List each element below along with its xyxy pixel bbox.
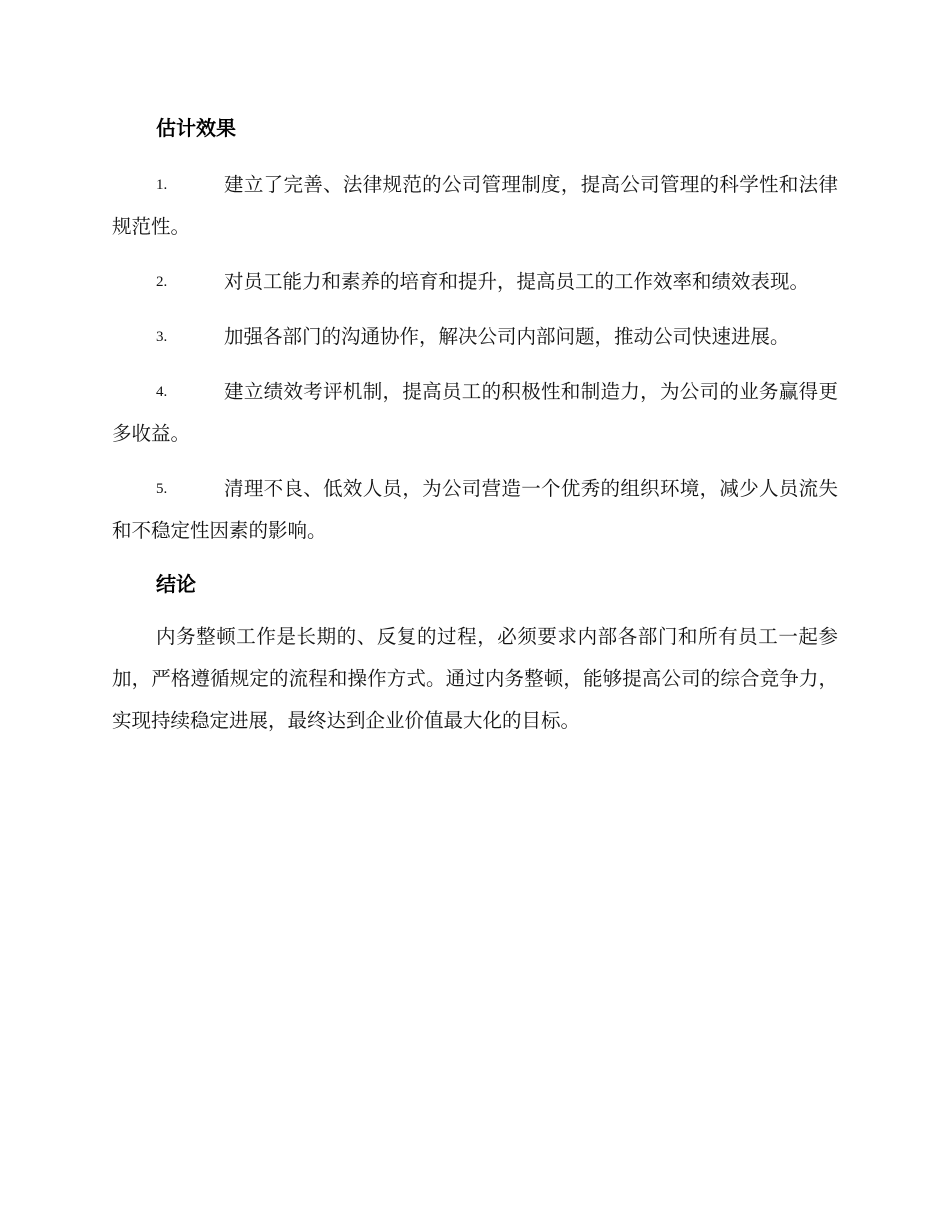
list-item-text: 建立绩效考评机制，提高员工的积极性和制造力，为公司的业务赢得更多收益。 (112, 380, 838, 445)
list-item-text: 清理不良、低效人员，为公司营造一个优秀的组织环境，减少人员流失和不稳定性因素的影响。 (112, 477, 838, 542)
list-item-text: 建立了完善、法律规范的公司管理制度，提高公司管理的科学性和法律规范性。 (112, 173, 838, 238)
list-item-text: 对员工能力和素养的培育和提升，提高员工的工作效率和绩效表现。 (224, 270, 810, 293)
list-item-number: 4. (156, 384, 168, 400)
list-item (112, 261, 838, 303)
list-item (112, 371, 838, 455)
list-item-number: 5. (156, 481, 168, 497)
conclusion-paragraph: 内务整顿工作是长期的、反复的过程，必须要求内部各部门和所有员工一起参加，严格遵循规定的流程和操作方式。通过内务整顿，能够提高公司的综合竞争力，实现持续稳定进展，最终达到企业价值最大化的目标。 (112, 625, 838, 732)
conclusion-heading: 结论 (156, 572, 196, 596)
list-item-text: 加强各部门的沟通协作，解决公司内部问题，推动公司快速进展。 (224, 325, 790, 348)
effects-list (112, 164, 838, 552)
list-item (112, 316, 838, 358)
effects-heading: 估计效果 (156, 116, 236, 140)
list-item (112, 164, 838, 248)
list-item (112, 468, 838, 552)
list-item-number: 2. (156, 274, 168, 290)
list-item-number: 1. (156, 177, 168, 193)
list-item-number: 3. (156, 329, 168, 345)
